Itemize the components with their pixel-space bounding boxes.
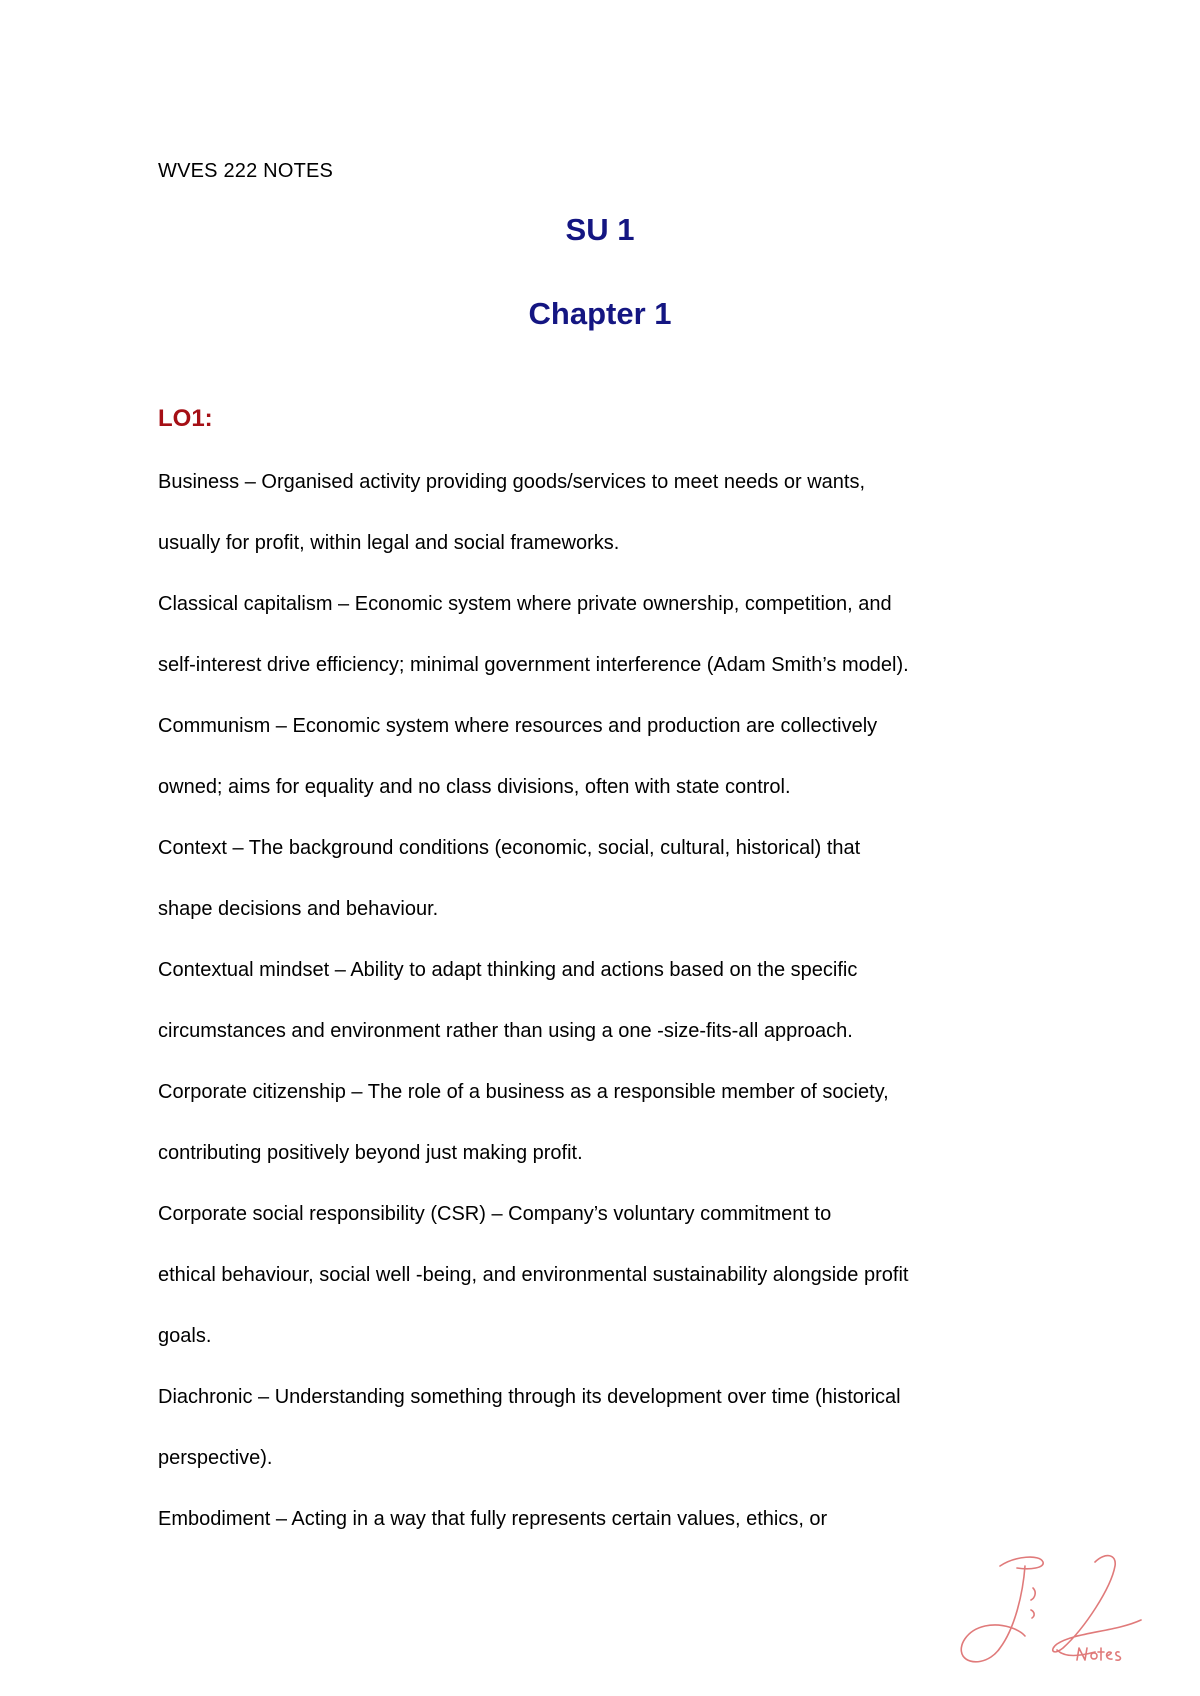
text-line: perspective). — [158, 1447, 273, 1469]
text-line: Corporate social responsibility (CSR) – Company’s voluntary commitment to — [158, 1203, 832, 1225]
text-line: Classical capitalism – Economic system where private ownership, competition, and — [158, 593, 892, 615]
text-line: ethical behaviour, social well -being, and environmental sustainability alongside profit — [158, 1264, 909, 1286]
text-line: shape decisions and behaviour. — [158, 898, 439, 920]
text-line: contributing positively beyond just making profit. — [158, 1142, 583, 1164]
text-line: Embodiment – Acting in a way that fully represents certain values, ethics, or — [158, 1508, 828, 1530]
text-line: Contextual mindset – Ability to adapt thinking and actions based on the specific — [158, 959, 858, 981]
text-line: owned; aims for equality and no class divisions, often with state control. — [158, 776, 791, 798]
text-line: self-interest drive efficiency; minimal government interference (Adam Smith’s model). — [158, 654, 909, 676]
text-line: Context – The background conditions (economic, social, cultural, historical) that — [158, 837, 861, 859]
text-line: Communism – Economic system where resources and production are collectively — [158, 715, 878, 737]
unit-heading: SU 1 — [565, 212, 635, 247]
text-line: Diachronic – Understanding something through its development over time (historical — [158, 1386, 901, 1408]
definitions-body — [158, 470, 1008, 1568]
text-line: goals. — [158, 1325, 212, 1347]
text-line: Business – Organised activity providing goods/services to meet needs or wants, — [158, 471, 866, 493]
text-line: usually for profit, within legal and social frameworks. — [158, 532, 620, 554]
text-line: Corporate citizenship – The role of a business as a responsible member of society, — [158, 1081, 889, 1103]
document-header: WVES 222 NOTES — [158, 160, 334, 182]
learning-outcome-heading: LO1: — [158, 405, 213, 432]
signature-logo — [945, 1548, 1145, 1678]
text-line: circumstances and environment rather than using a one -size-fits-all approach. — [158, 1020, 853, 1042]
chapter-heading: Chapter 1 — [528, 296, 672, 331]
